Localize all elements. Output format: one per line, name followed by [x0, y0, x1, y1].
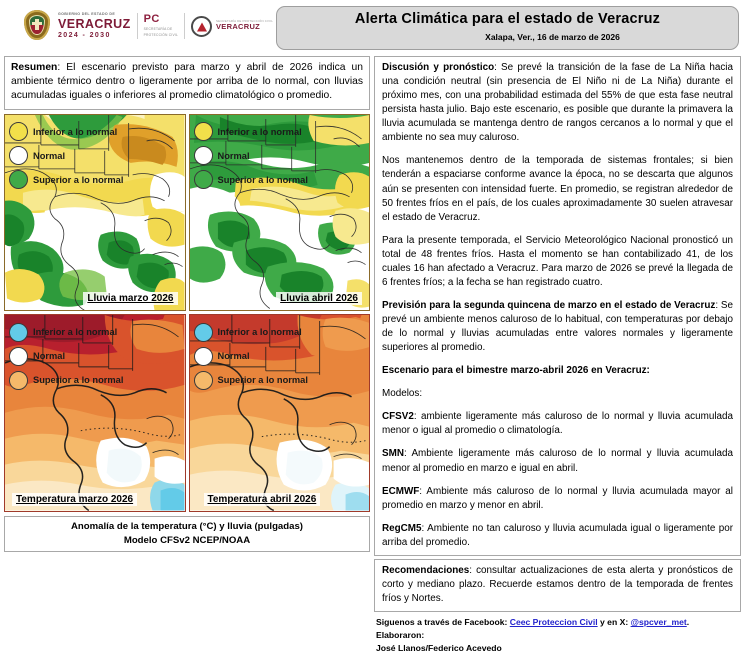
page-header — [0, 0, 745, 56]
legend-label-normal: Normal — [33, 150, 66, 161]
page-dateline: Xalapa, Ver., 16 de marzo de 2026 — [485, 32, 620, 42]
map-panel-temp-april[interactable] — [189, 314, 371, 512]
discussion-paragraph-3: Para la presente temporada, el Servicio Meteorológico Nacional pronosticó un total de 48 frentes fríos. Hasta el momento se han contabilizado 41, de los cuales 16 han afectado a Veracruz. Para marzo de 2026 se prevé la llegada de 6 frentes fríos; a la fecha se han registrado cuatro. — [382, 234, 733, 288]
footer-credits — [374, 616, 741, 655]
discussion-box — [374, 56, 741, 556]
legend-row-below — [9, 120, 123, 144]
prevision-text: : Se prevé un ambiente menos caluroso de lo habitual, con temperaturas por debajo de lo normal y lluvias acumuladas entre valores normales y ligeramente superiores al promedio. — [382, 299, 733, 354]
model-name-ecmwf: ECMWF — [382, 485, 420, 497]
legend-dot-above-green — [9, 170, 28, 189]
model-note-line-2: Modelo CFSv2 NCEP/NOAA — [123, 534, 251, 546]
discussion-p1-text: : Se prevé la transición de la fase de La Niña hacia una condición neutral (sin presencia de El Niño ni de La Niña) durante el próximo mes, con una probabilidad estimada del 55% de que esta fase neutral persista hasta julio. Bajo este escenario, es posible que durante la primavera la lluvia acumulada se mantenga dentro de rangos cercanos a lo normal y que el ambiente no sea muy caluroso. — [382, 62, 733, 144]
legend-dot-normal-white — [9, 146, 28, 165]
map-panel-rain-march[interactable] — [4, 114, 186, 312]
x-link[interactable]: @spcver_met — [630, 617, 687, 627]
logo-divider-2 — [184, 13, 185, 39]
content-columns — [0, 56, 745, 653]
modelos-label: Modelos: — [382, 388, 423, 400]
footer-prefix: Siguenos a través de Facebook: — [376, 617, 508, 627]
recommendations-heading: Recomendaciones — [382, 564, 470, 576]
discussion-paragraph-2: Nos mantenemos dentro de la temporada de sistemas frontales; si bien tenderán a espaciarse conforme avance la época, no se descarta que algunos aún se presenten con intensidad fuerte. En promedio, se registran alrededor de 50 frentes fríos en el país, de los cuales aproximadamente 30 suelen atravesar el estado de Veracruz. — [382, 155, 733, 223]
model-name-cfsv2: CFSV2 — [382, 411, 414, 423]
legend-label-below: Inferior a lo normal — [217, 126, 302, 137]
logo-divider-1 — [137, 13, 138, 39]
prevision-paragraph — [382, 299, 733, 355]
map-panel-temp-march[interactable] — [4, 314, 186, 512]
logo-bar — [0, 4, 274, 48]
footer-authors: José Llanos/Federico Acevedo — [376, 642, 502, 653]
government-wordmark — [58, 13, 131, 38]
spc-sub: SECRETARÍA DE PROTECCIÓN CIVIL — [216, 19, 274, 24]
resumen-text: : El escenario previsto para marzo y abril de 2026 indica un ambiente térmico dentro o ligeramente por arriba de lo normal, con lluvias acumuladas iguales o inferiores al promedio climatológico o promedio. — [11, 62, 363, 102]
legend-dot-below-yellow — [9, 122, 28, 141]
legend-label-below: Inferior a lo normal — [217, 327, 302, 338]
gov-line: GOBIERNO DEL ESTADO DE — [58, 12, 116, 17]
model-entry-regcm5 — [382, 522, 733, 550]
model-text-smn: : Ambiente ligeramente más caluroso de lo normal y lluvia acumulada menor al promedio en marzo e igual en abril. — [382, 448, 733, 474]
veracruz-state-crest-icon — [22, 9, 52, 43]
rain-legend-april — [194, 120, 308, 192]
model-text-ecmwf: : Ambiente más caluroso de lo normal y lluvia acumulada mayor al promedio en marzo y menor en abril. — [382, 485, 733, 511]
legend-row-below — [194, 120, 308, 144]
legend-label-below: Inferior a lo normal — [33, 126, 118, 137]
legend-dot-above-orange — [194, 371, 213, 390]
temp-legend-april — [194, 320, 308, 392]
legend-dot-below-yellow — [194, 122, 213, 141]
legend-row-above — [194, 168, 308, 192]
map-panel-rain-april[interactable] — [189, 114, 371, 312]
pc-wordmark — [144, 14, 178, 37]
page-title: Alerta Climática para el estado de Veracruz — [354, 11, 661, 27]
map-caption-rain-march: Lluvia marzo 2026 — [83, 292, 177, 305]
discussion-heading: Discusión y pronóstico — [382, 62, 495, 73]
legend-row-normal — [194, 144, 308, 168]
legend-row-normal — [9, 344, 123, 368]
legend-dot-normal-white — [9, 347, 28, 366]
pc-sub-line-1: SECRETARÍA DE — [143, 26, 173, 31]
title-banner — [276, 6, 739, 50]
spc-name: VERACRUZ — [216, 22, 261, 32]
model-name-smn: SMN — [382, 448, 404, 460]
legend-label-above: Superior a lo normal — [33, 375, 124, 386]
resumen-box — [4, 56, 370, 110]
pc-abbr: PC — [143, 13, 160, 26]
prevision-heading: Previsión para la segunda quincena de marzo en el estado de Veracruz — [382, 299, 716, 311]
legend-dot-above-orange — [9, 371, 28, 390]
legend-label-below: Inferior a lo normal — [33, 327, 118, 338]
state-name: VERACRUZ — [58, 17, 131, 32]
model-text-regcm5: : Ambiente no tan caluroso y lluvia acumulada igual o ligeramente por arriba del promedio. — [382, 522, 733, 548]
administration-period: 2024 - 2030 — [58, 31, 111, 39]
legend-row-below — [194, 320, 308, 344]
right-column — [374, 56, 741, 653]
map-caption-temp-march: Temperatura marzo 2026 — [12, 493, 137, 506]
model-entry-smn — [382, 447, 733, 475]
escenario-heading: Escenario para el bimestre marzo-abril 2026 en Veracruz: — [382, 365, 650, 377]
map-caption-rain-april: Lluvia abril 2026 — [276, 292, 362, 305]
legend-dot-normal-white — [194, 347, 213, 366]
model-name-regcm5: RegCM5 — [382, 522, 422, 534]
legend-dot-below-blue — [9, 323, 28, 342]
legend-row-above — [9, 168, 123, 192]
legend-row-normal — [9, 144, 123, 168]
legend-label-above: Superior a lo normal — [33, 174, 124, 185]
left-column — [4, 56, 370, 560]
resumen-label: Resumen — [11, 62, 58, 73]
legend-label-normal: Normal — [33, 351, 66, 362]
footer-middle: y en X: — [600, 617, 629, 627]
discussion-paragraph-1 — [382, 61, 733, 145]
spc-logo — [191, 16, 273, 37]
legend-label-above: Superior a lo normal — [217, 174, 308, 185]
facebook-link[interactable]: Ceec Proteccion Civil — [509, 617, 598, 627]
legend-label-normal: Normal — [217, 150, 250, 161]
legend-row-normal — [194, 344, 308, 368]
legend-dot-below-blue — [194, 323, 213, 342]
legend-label-normal: Normal — [217, 351, 250, 362]
legend-row-below — [9, 320, 123, 344]
model-note-box — [4, 516, 370, 553]
legend-label-above: Superior a lo normal — [217, 375, 308, 386]
civil-protection-triangle-icon — [191, 16, 212, 37]
model-entry-ecmwf — [382, 485, 733, 513]
legend-row-above — [9, 368, 123, 392]
rain-legend-march — [9, 120, 123, 192]
legend-dot-above-green — [194, 170, 213, 189]
model-text-cfsv2: : ambiente ligeramente más caluroso de lo normal y lluvia acumulada menor o igual al promedio o climatología. — [382, 411, 733, 437]
temp-legend-march — [9, 320, 123, 392]
recommendations-box — [374, 559, 741, 612]
map-caption-temp-april: Temperatura abril 2026 — [204, 493, 321, 506]
footer-suffix: . Elaboraron: — [376, 617, 690, 640]
model-entry-cfsv2 — [382, 410, 733, 438]
legend-dot-normal-white — [194, 146, 213, 165]
recommendations-text: : consultar actualizaciones de esta alerta y pronósticos de corto y mediano plazo. Recuerde estamos dentro de la temporada de frentes fríos y Nortes. — [382, 564, 733, 604]
model-note-line-1: Anomalía de la temperatura (°C) y lluvia (pulgadas) — [70, 520, 303, 532]
legend-row-above — [194, 368, 308, 392]
forecast-map-grid — [4, 114, 370, 512]
pc-sub-line-2: PROTECCIÓN CIVIL — [143, 32, 178, 37]
